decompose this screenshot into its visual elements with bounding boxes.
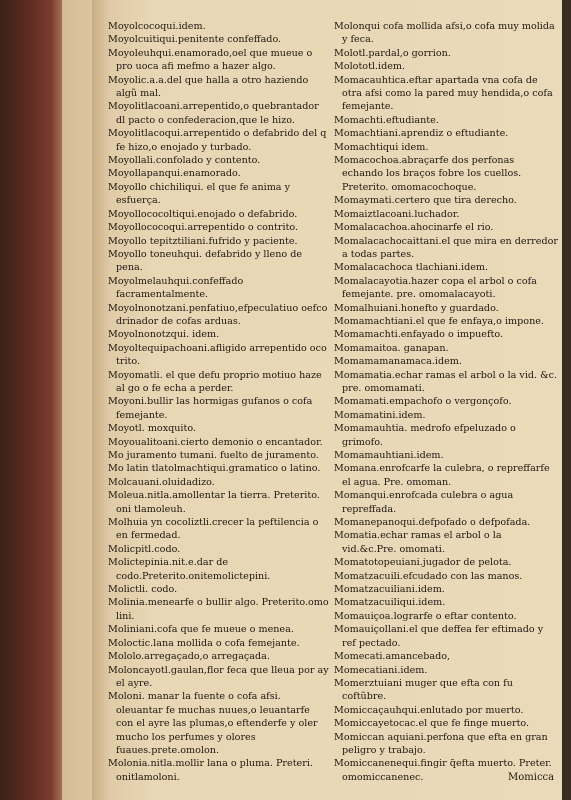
dictionary-entry: Moyolitlacoqui.arrepentido o defabrido del q fe hizo,o enojado y turbado.: [108, 128, 327, 153]
dictionary-entry: Momamauhtiani.idem.: [334, 450, 444, 461]
dictionary-entry: Moyollapanqui.enamorado.: [108, 168, 241, 180]
dictionary-entry: Momamatia.echar ramas el arbol o la vid. &c. pre. omomamati.: [334, 369, 558, 394]
dictionary-entry: Momamaitoa. ganapan.: [334, 342, 449, 354]
dictionary-entry: Molhuia yn cocoliztli.crecer la peftilencia o en fermedad.: [108, 517, 319, 542]
dictionary-entry: Moloncayotl.gaulan,flor feca que lleua por ay el ayre.: [108, 664, 329, 689]
dictionary-entry: Moyolcuitiqui.penitente confeffado.: [108, 34, 282, 46]
dictionary-entry: Moyoltequipachoani.afligido arrepentido oco trito.: [108, 342, 327, 368]
dictionary-entry: Mo juramento tumani. fuelto de juramento.: [108, 450, 319, 461]
dictionary-entry: Momachtiqui idem.: [334, 141, 429, 153]
dictionary-entry: Momana.enrofcarfe la culebra, o repreffarfe el agua. Pre. omoman.: [334, 463, 550, 488]
dictionary-entry: Momiccan aquiani.perfona que efta en gran peligro y trabajo.: [334, 731, 548, 756]
dictionary-entry: Momaymati.certero que tira derecho.: [334, 195, 517, 207]
dictionary-entry: Moyoualitoani.cierto demonio o encantador.: [108, 436, 323, 448]
dictionary-entry: Molonqui cofa mollida afsi,o cofa muy molida y feca.: [334, 21, 555, 46]
dictionary-entry: Moliniani.cofa que fe mueue o menea.: [108, 624, 294, 636]
dictionary-entry: Moloctic.lana mollida o cofa femejante.: [108, 637, 300, 649]
dictionary-entry: Moyollococoltiqui.enojado o defabrido.: [108, 208, 298, 220]
page-right-edge: [562, 0, 571, 800]
dictionary-entry: Momachtiani.aprendiz o eftudiante.: [334, 128, 509, 140]
dictionary-entry: Momalacayotia.hazer copa el arbol o cofa femejante. pre. omomalacayoti.: [334, 275, 537, 301]
right-column: [334, 20, 558, 784]
dictionary-entry: Molictli. codo.: [108, 584, 178, 596]
dictionary-entry: Momanqui.enrofcada culebra o agua repreffada.: [334, 490, 514, 515]
dictionary-entry: Moyolmelauhqui.confeffado facramentalmente.: [108, 275, 244, 301]
dictionary-entry: Moyollali.confolado y contento.: [108, 155, 261, 167]
dictionary-entry: Moyolcocoqui.idem.: [108, 21, 206, 32]
dictionary-entry: Mololo.arregaçado,o arregaçada.: [108, 651, 270, 663]
dictionary-entry: Moyolnonotzqui. idem.: [108, 329, 220, 341]
dictionary-entry: Momamati.empachofo o vergonçofo.: [334, 396, 512, 408]
dictionary-entry: Moloni. manar la fuente o cofa afsi. oleuantar fe muchas nuues,o leuantarfe con el ayre las plumas,o eftenderfe y oler mucho los perfumes y olores fuaues.prete.omolon.: [108, 691, 318, 756]
dictionary-entry: Momamatini.idem.: [334, 409, 426, 421]
dictionary-entry: Momamachti.enfayado o impuefto.: [334, 329, 504, 341]
dictionary-entry: Momalhuiani.honefto y guardado.: [334, 302, 499, 314]
dictionary-entry: Momauiçollani.el que deffea fer eftimado y ref pectado.: [334, 624, 544, 649]
dictionary-entry: Molonia.nitla.mollir lana o pluma. Preteri. onitlamoloni.: [108, 758, 313, 783]
dictionary-entry: Momalacachoa.ahocinarfe el rio.: [334, 222, 494, 234]
dictionary-entry: Momatzacuiliqui.idem.: [334, 597, 446, 609]
dictionary-entry: Molictepinia.nit.e.dar de codo.Preterito.onitemolictepini.: [108, 557, 271, 582]
dictionary-entry: Momatotopeuiani.jugador de pelota.: [334, 557, 512, 569]
dictionary-entry: Momamauhtia. medrofo efpeluzado o grimofo.: [334, 423, 516, 448]
dictionary-entry: Momacochoa.abraçarfe dos perfonas echando los braços fobre los cuellos. Preterito. omomacochoque.: [334, 155, 522, 193]
dictionary-entry: Momiccanenequi.fingir q̃efta muerto. Preter. omomiccanenec.: [334, 758, 552, 783]
dictionary-entry: Momachti.eftudiante.: [334, 114, 439, 126]
dictionary-entry: Momecatiani.idem.: [334, 664, 428, 676]
page-edges: [62, 0, 94, 800]
dictionary-entry: Molicpitl.codo.: [108, 543, 181, 555]
dictionary-entry: Moyollo tepitztiliani.fufrido y paciente.: [108, 235, 298, 247]
dictionary-entry: Momalacachoca tlachiani.idem.: [334, 262, 489, 274]
dictionary-entry: Molcauani.oluidadizo.: [108, 476, 215, 488]
dictionary-entry: Momiccaçauhqui.enlutado por muerto.: [334, 704, 524, 716]
dictionary-entry: Momatzacuiliani.idem.: [334, 584, 445, 596]
dictionary-entry: Momatzacuili.efcudado con las manos.: [334, 570, 523, 582]
dictionary-entry: Moyomatli. el que defu proprio motiuo haze al go o fe echa a perder.: [108, 369, 322, 394]
dictionary-entry: Moyoleuhqui.enamorado,oel que mueue o pro uoca afi mefmo a hazer algo.: [108, 47, 313, 73]
dictionary-entry: Moyollo toneuhqui. defabrido y lleno de pena.: [108, 248, 303, 274]
dictionary-entry: Moyolnonotzani.penfatiuo,efpeculatiuo oefco drinador de cofas arduas.: [108, 302, 328, 327]
dictionary-entry: Momalacachocaittani.el que mira en derredor a todas partes.: [334, 235, 558, 260]
dictionary-entry: Moyollo chichiliqui. el que fe anima y esfuerça.: [108, 181, 290, 207]
dictionary-entry: Momiccayetocac.el que fe finge muerto.: [334, 718, 530, 730]
dictionary-entry: Molotl.pardal,o gorrion.: [334, 47, 451, 59]
dictionary-entry: Mo latin tlatolmachtiqui.gramatico o latino.: [108, 463, 321, 475]
dictionary-entry: Momamamanamaca.idem.: [334, 356, 462, 368]
dictionary-entry: Momerztuiani muger que efta con fu coftũbre.: [334, 677, 513, 703]
dictionary-entry: Moleua.nitla.amollentar la tierra. Preterito. oni tlamoleuh.: [108, 490, 320, 515]
catchword: Momicca: [508, 772, 555, 783]
dictionary-entry: Momacauhtica.eftar apartada vna cofa de otra afsi como la pared muy hendida,o cofa femejante.: [334, 74, 553, 113]
dictionary-entry: Momamachtiani.el que fe enfaya,o impone.: [334, 315, 544, 327]
dictionary-entry: Moyolic.a.a.del que halla a otro haziendo algũ mal.: [108, 74, 309, 100]
left-column: [108, 20, 330, 784]
dictionary-entry: Momecati.amancebado,: [334, 651, 451, 663]
dictionary-entry: Moyotl. moxquito.: [108, 423, 197, 435]
dictionary-entry: Molinia.menearfe o bullir algo. Preterito.omo lini.: [108, 597, 329, 622]
dictionary-entry: Moyoni.bullir las hormigas gufanos o cofa femejante.: [108, 396, 313, 421]
dictionary-entry: Molototl.idem.: [334, 61, 406, 73]
dictionary-entry: Moyollococoqui.arrepentido o contrito.: [108, 222, 299, 234]
dictionary-entry: Momaiztlacoani.luchador.: [334, 208, 460, 220]
dictionary-entry: Moyolitlacoani.arrepentido,o quebrantador dl pacto o confederacion,que le hizo.: [108, 101, 319, 126]
dictionary-entry: Momatia.echar ramas el arbol o la vid.&c.Pre. omomati.: [334, 530, 502, 555]
dictionary-entry: Momauiçoa.lograrfe o eftar contento.: [334, 610, 517, 622]
dictionary-entry: Momanepanoqui.defpofado o defpofada.: [334, 517, 531, 529]
